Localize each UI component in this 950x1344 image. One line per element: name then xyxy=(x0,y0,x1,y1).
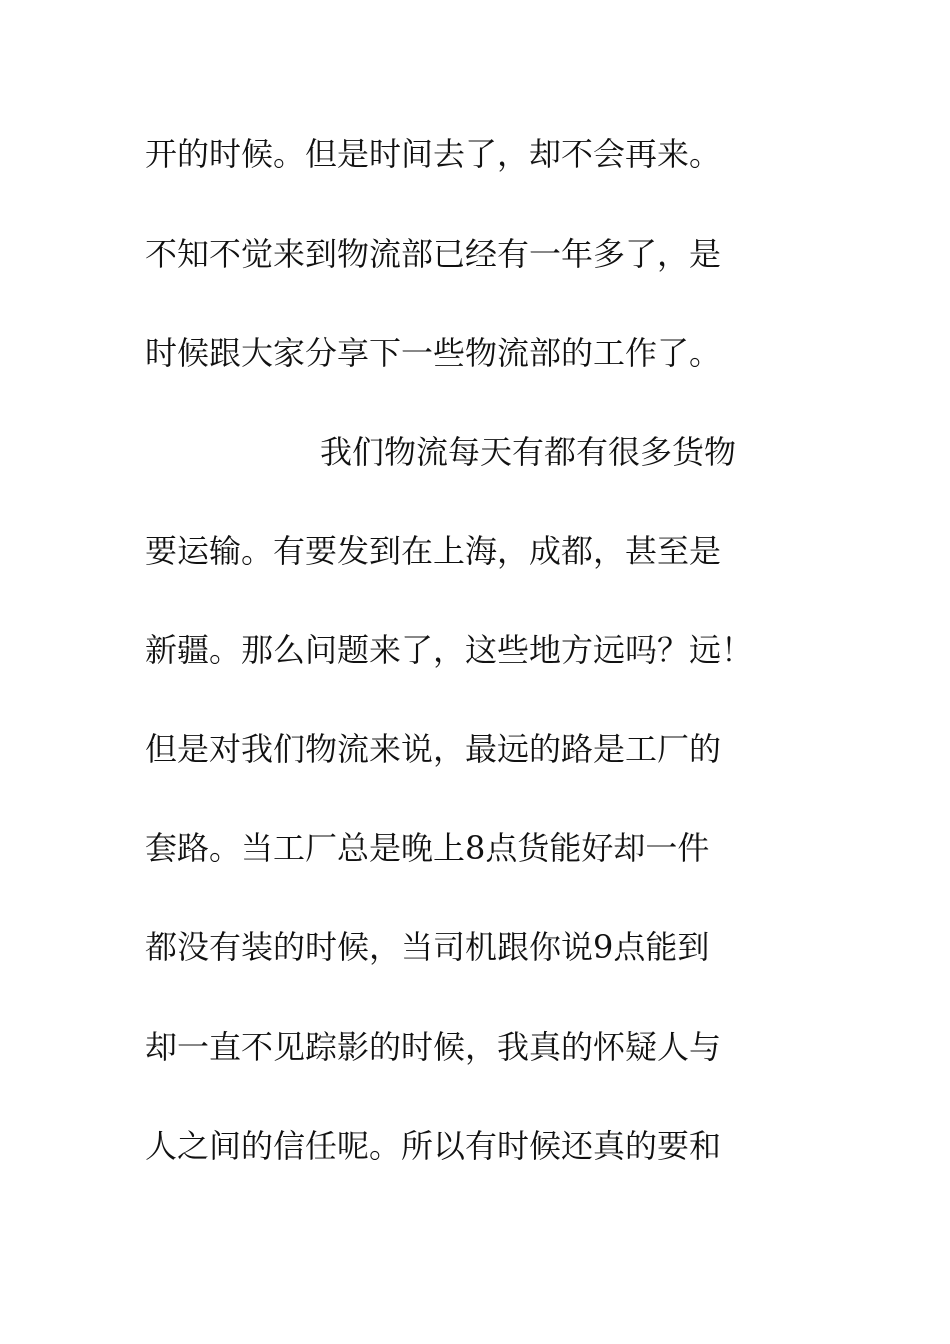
paragraph-line-4: 我们物流每天有都有很多货物 xyxy=(320,433,737,471)
paragraph-line-3: 时候跟大家分享下一些物流部的工作了。 xyxy=(145,334,722,372)
paragraph-line-9: 都没有装的时候，当司机跟你说9点能到 xyxy=(145,928,710,966)
paragraph-line-1: 开的时候。但是时间去了，却不会再来。 xyxy=(145,135,722,173)
paragraph-line-11: 人之间的信任呢。所以有时候还真的要和 xyxy=(145,1127,722,1165)
paragraph-line-6: 新疆。那么问题来了，这些地方远吗？远！ xyxy=(145,631,754,669)
paragraph-line-2: 不知不觉来到物流部已经有一年多了，是 xyxy=(145,235,722,273)
paragraph-line-5: 要运输。有要发到在上海，成都，甚至是 xyxy=(145,532,722,570)
paragraph-line-10: 却一直不见踪影的时候，我真的怀疑人与 xyxy=(145,1028,722,1066)
paragraph-line-8: 套路。当工厂总是晚上8点货能好却一件 xyxy=(145,829,710,867)
paragraph-line-7: 但是对我们物流来说，最远的路是工厂的 xyxy=(145,730,722,768)
